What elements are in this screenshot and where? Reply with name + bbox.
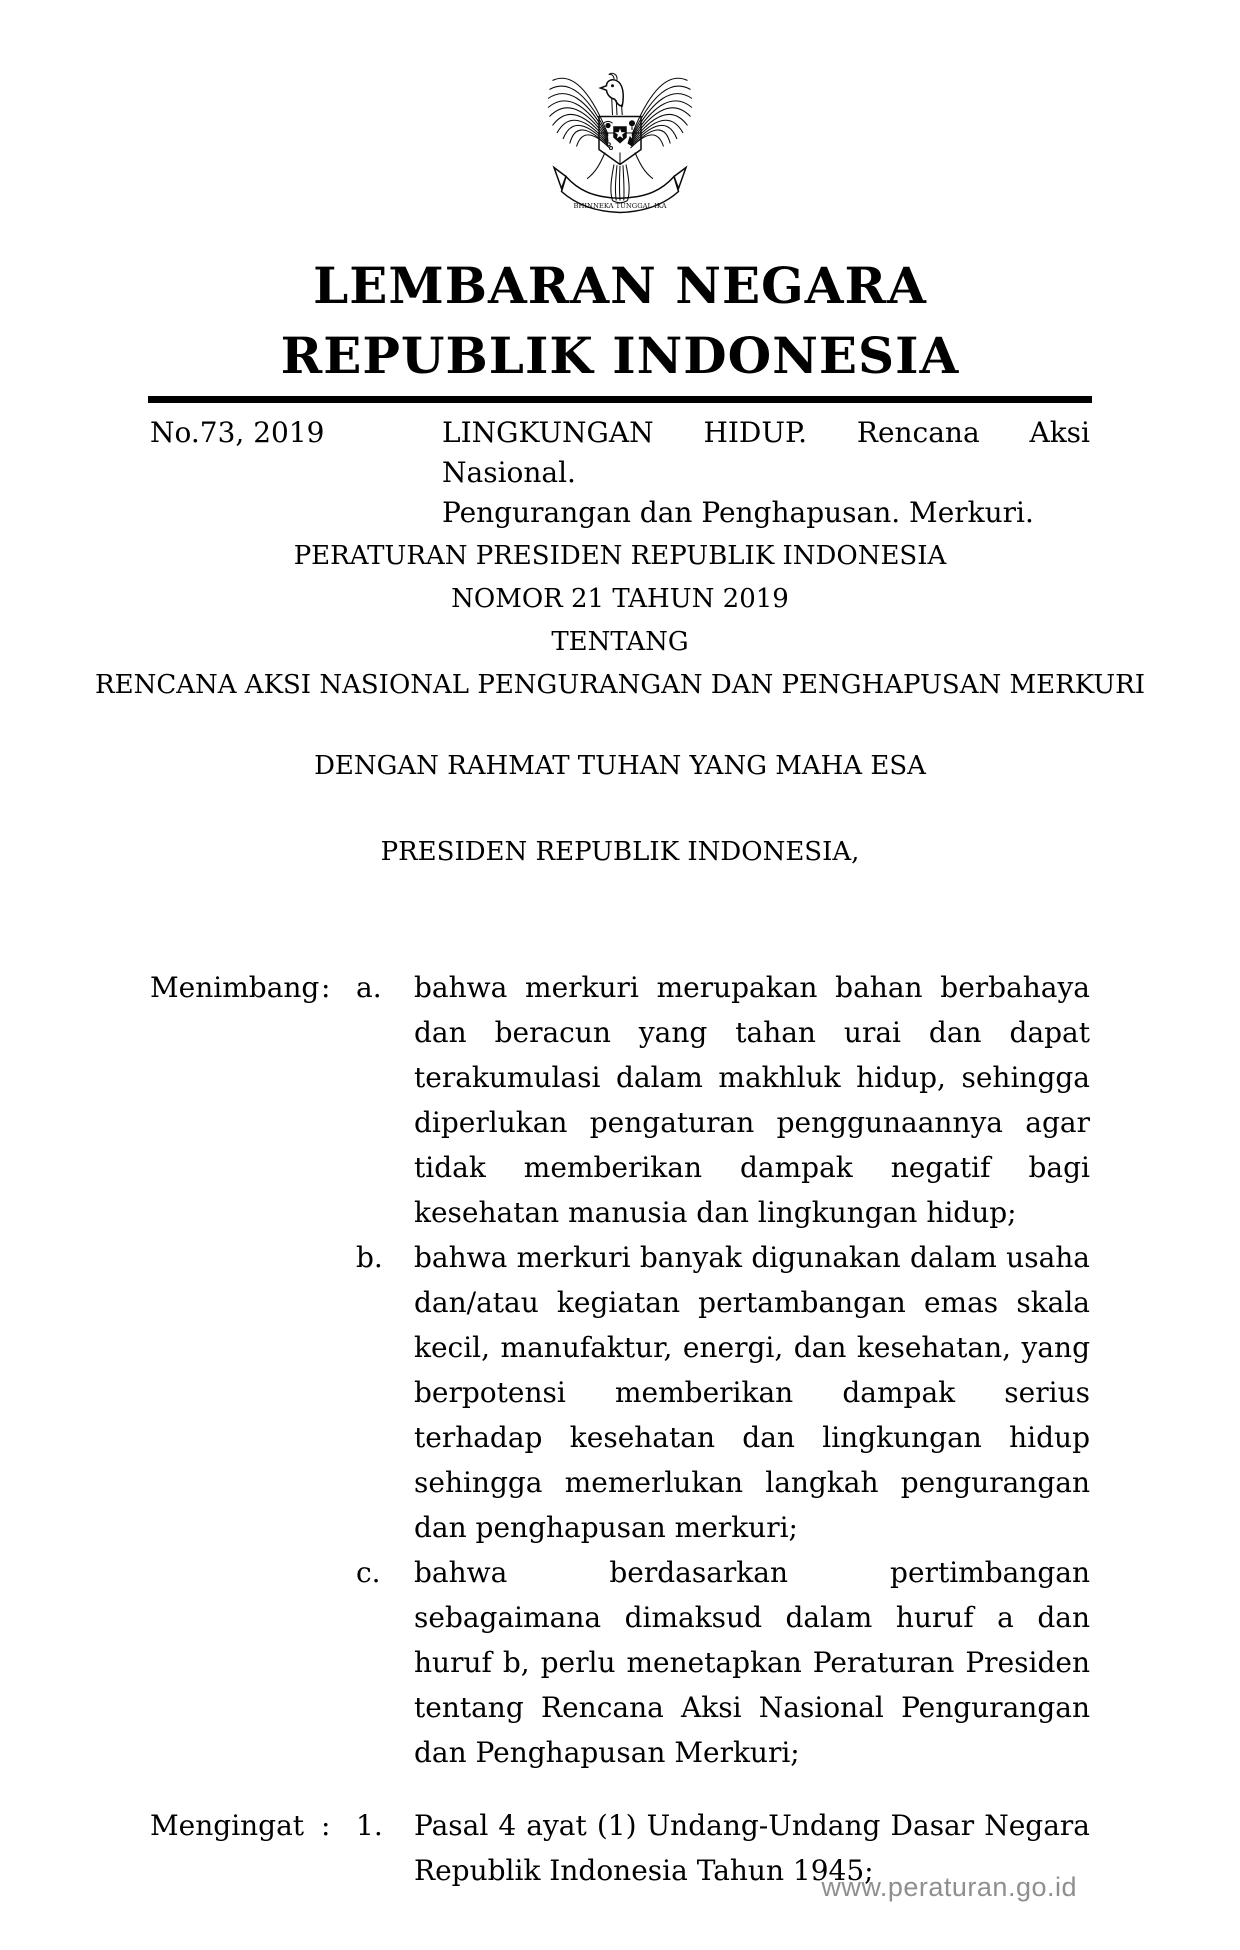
masthead-title-line2: REPUBLIK INDONESIA	[280, 326, 960, 385]
regulation-heading	[0, 535, 1240, 707]
list-marker-a: a.	[356, 971, 382, 1004]
considering-text-a: bahwa merkuri merupakan bahan berbahaya dan beracun yang tahan urai dan dapat terakumulasi dalam makhluk hidup, sehingga diperlukan pengaturan penggunaannya agar tidak memberikan dampak negatif bagi kesehatan manusia dan lingkungan hidup;	[414, 971, 1090, 1229]
list-marker-b: b.	[356, 1241, 383, 1274]
masthead-row	[150, 413, 1090, 533]
list-marker-c: c.	[356, 1556, 381, 1589]
considering-item-a	[150, 965, 1090, 1235]
remembering-colon: :	[321, 1809, 331, 1842]
emblem-motto-text: BHINNEKA TUNGGAL IKA	[573, 202, 667, 210]
list-marker-1: 1.	[356, 1809, 383, 1842]
subject-abstract	[442, 413, 1090, 533]
masthead-divider	[148, 396, 1092, 403]
edition-number: No.73, 2019	[150, 416, 325, 449]
remembering-text-1: Pasal 4 ayat (1) Undang-Undang Dasar Negara Republik Indonesia Tahun 1945;	[414, 1809, 1090, 1887]
regulation-title-line1: PERATURAN PRESIDEN REPUBLIK INDONESIA	[293, 541, 947, 571]
authority-line: PRESIDEN REPUBLIK INDONESIA,	[380, 837, 860, 867]
regulation-number-line: NOMOR 21 TAHUN 2019	[451, 584, 789, 614]
considering-text-b: bahwa merkuri banyak digunakan dalam usaha dan/atau kegiatan pertambangan emas skala kecil, manufaktur, energi, dan kesehatan, yang berpotensi memberikan dampak serius terhadap kesehatan dan lingkungan hidup sehingga memerlukan langkah pengurangan dan penghapusan merkuri;	[414, 1241, 1090, 1544]
masthead-title-line1: LEMBARAN NEGARA	[313, 256, 927, 315]
considering-item-c	[150, 1550, 1090, 1775]
subject-line2: Pengurangan dan Penghapusan. Merkuri.	[442, 496, 1034, 529]
regulation-tentang-line: TENTANG	[551, 627, 689, 657]
garuda-pancasila-emblem	[545, 62, 695, 222]
invocation-line: DENGAN RAHMAT TUHAN YANG MAHA ESA	[314, 751, 926, 781]
remembering-label: Mengingat	[150, 1809, 305, 1842]
considering-label: Menimbang	[150, 971, 320, 1004]
subject-line1: LINGKUNGAN HIDUP. Rencana Aksi Nasional.	[442, 416, 1090, 489]
website-watermark: www.peraturan.go.id	[821, 1872, 1077, 1902]
regulation-subject-line: RENCANA AKSI NASIONAL PENGURANGAN DAN PENGHAPUSAN MERKURI	[95, 670, 1145, 700]
emblem-container	[0, 0, 1240, 226]
considering-text-c: bahwa berdasarkan pertimbangan sebagaimana dimaksud dalam huruf a dan huruf b, perlu menetapkan Peraturan Presiden tentang Rencana Aksi Nasional Pengurangan dan Penghapusan Merkuri;	[414, 1556, 1090, 1769]
considering-item-b	[150, 1235, 1090, 1550]
considering-colon: :	[321, 971, 331, 1004]
considering-section	[150, 965, 1090, 1775]
